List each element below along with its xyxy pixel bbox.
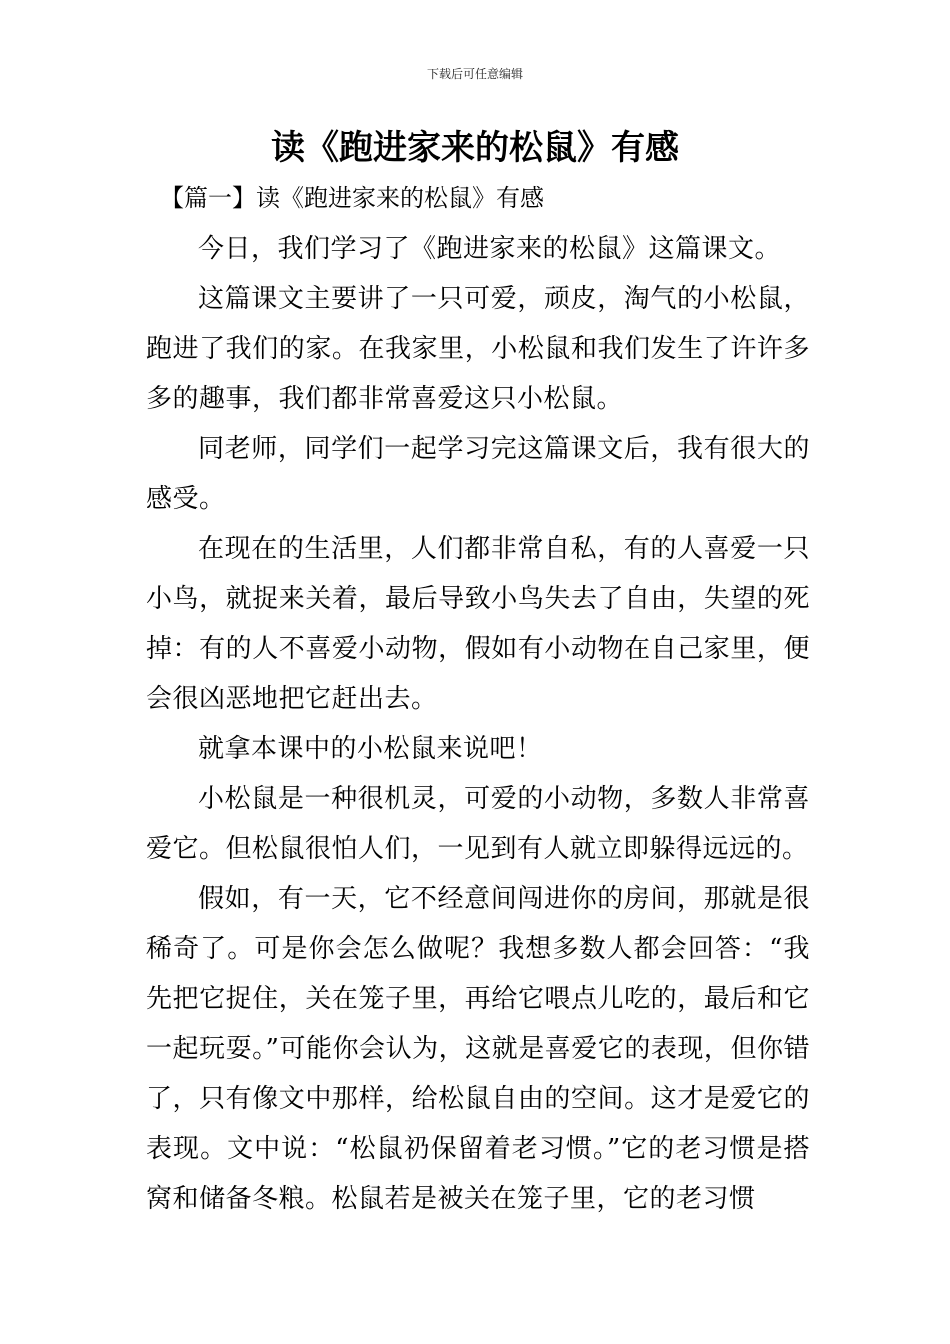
paragraph: 在现在的生活里，人们都非常自私，有的人喜爱一只小鸟，就捉来关着，最后导致小鸟失去了自由，失望的死掉：有的人不喜爱小动物，假如有小动物在自己家里，便会很凶恶地把它赶出去。: [146, 534, 810, 714]
header-note: 下载后可任意编辑: [426, 67, 523, 81]
section-heading: 【篇一】读《跑进家来的松鼠》有感: [160, 184, 544, 212]
paragraph: 同老师，同学们一起学习完这篇课文后，我有很大的感受。: [146, 434, 810, 514]
paragraph: 今日，我们学习了《跑进家来的松鼠》这篇课文。: [198, 234, 782, 264]
paragraph: 就拿本课中的小松鼠来说吧！: [198, 734, 543, 764]
paragraph: 假如，有一天，它不经意间闯进你的房间，那就是很稀奇了。可是你会怎么做呢？我想多数人都会回答：“我先把它捉住，关在笼子里，再给它喂点儿吃的，最后和它一起玩耍。”可能你会认为，这就是喜爱它的表现，但你错了，只有像文中那样，给松鼠自由的空间。这才是爱它的表现。文中说：“松鼠礽保留着老习惯。”它的老习惯是搭窝和储备冬粮。松鼠若是被关在笼子里，它的老习惯: [146, 884, 810, 1214]
body-text: [146, 224, 810, 1224]
paragraph: 这篇课文主要讲了一只可爱，顽皮，淘气的小松鼠，跑进了我们的家。在我家里，小松鼠和我们发生了许许多多的趣事，我们都非常喜爱这只小松鼠。: [146, 284, 810, 414]
paragraph: 小松鼠是一种很机灵，可爱的小动物，多数人非常喜爱它。但松鼠很怕人们，一见到有人就立即躲得远远的。: [146, 784, 810, 864]
document-title: 读《跑进家来的松鼠》有感: [271, 128, 679, 168]
